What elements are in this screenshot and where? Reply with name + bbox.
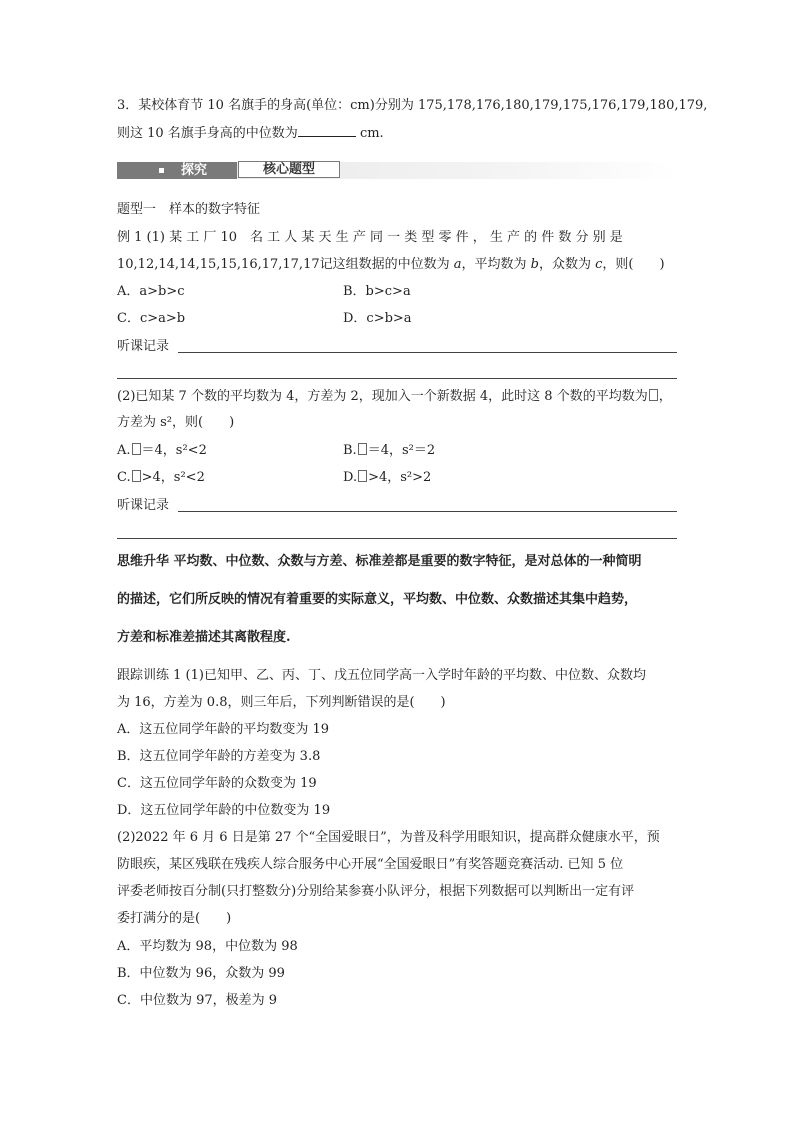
answer-blank[interactable]: [298, 124, 356, 137]
x-bar-icon: [132, 443, 141, 455]
section-title: 题型一 样本的数字特征: [117, 202, 261, 217]
ex1-2-listen-label: 听课记录: [117, 498, 170, 513]
ex1-2-option-a[interactable]: [117, 442, 207, 460]
ex1-line2: [117, 256, 665, 274]
ex1-2-option-d[interactable]: [343, 469, 431, 487]
option-letter: A.: [117, 443, 131, 458]
track2-line3: 评委老师按百分制(只打整数分)分别给某参赛小队评分，根据下列数据可以判断出一定有评: [117, 884, 635, 899]
ex1-listen-label: 听课记录: [117, 339, 170, 354]
track2-line4: 委打满分的是( ): [117, 911, 232, 926]
ex1-option-b[interactable]: B．b>c>a: [343, 284, 411, 299]
x-bar-icon: [358, 470, 367, 482]
track1-option-c[interactable]: C．这五位同学年龄的众数变为 19: [117, 776, 317, 791]
notes-line[interactable]: [117, 538, 677, 539]
think-line2: 的描述，它们所反映的情况有着重要的实际意义，平均数、中位数、众数描述其集中趋势，: [117, 592, 638, 607]
x-bar-icon: [132, 470, 141, 482]
track2-line1: (2)2022 年 6 月 6 日是第 27 个“全国爱眼日”，为普及科学用眼知识，提高群众健康水平，预: [117, 830, 660, 845]
ex1-2-line2: 方差为 s²，则( ): [117, 415, 235, 430]
ex1-line1: 例 1 (1) 某 工 厂 10 名 工 人 某 天 生 产 同 一 类 型 零 件 ， 生 产 的 件 数 分 别 是: [117, 230, 623, 245]
x-bar-icon: [649, 389, 658, 401]
q3-line1: 3．某校体育节 10 名旗手的身高(单位：cm)分别为 175,178,176,180,179,175,176,179,180,179,: [117, 98, 708, 113]
ex1-line2-d: ，则( ): [602, 257, 665, 272]
think-line3: 方差和标准差描述其离散程度.: [117, 630, 291, 645]
square-bullet-icon: [159, 168, 164, 173]
track1-line2: 为 16，方差为 0.8，则三年后，下列判断错误的是( ): [117, 695, 446, 710]
option-text: ＝4，s²＝2: [367, 443, 436, 458]
track1-option-a[interactable]: A．这五位同学年龄的平均数变为 19: [117, 722, 330, 737]
q3-line2-text: 则这 10 名旗手身高的中位数为: [117, 126, 298, 141]
track2-option-b[interactable]: B．中位数为 96，众数为 99: [117, 966, 285, 981]
var-a: a: [453, 257, 462, 272]
notes-line[interactable]: [178, 352, 677, 353]
ex1-2-line1-text: (2)已知某 7 个数的平均数为 4，方差为 2，现加入一个新数据 4，此时这 8 个数的平均数为: [117, 389, 648, 404]
track2-line2: 防眼疾，某区残联在残疾人综合服务中心开展“全国爱眼日”有奖答题竞赛活动. 已知 5 位: [117, 857, 624, 872]
banner-tag-explore-label: 探究: [181, 163, 208, 178]
ex1-line2-b: ，平均数为: [461, 257, 531, 272]
q3-line2: [117, 124, 384, 143]
ex1-2-option-b[interactable]: [343, 442, 435, 460]
ex1-option-d[interactable]: D．c>b>a: [343, 311, 412, 326]
track2-option-a[interactable]: A．平均数为 98，中位数为 98: [117, 939, 298, 954]
ex1-option-c[interactable]: C．c>a>b: [117, 311, 186, 326]
track1-option-d[interactable]: D．这五位同学年龄的中位数变为 19: [117, 803, 331, 818]
ex1-line2-a: 10,12,14,14,15,15,16,17,17,17记这组数据的中位数为: [117, 257, 454, 272]
q3-unit: cm.: [355, 126, 384, 141]
option-text: >4，s²<2: [141, 470, 205, 485]
option-letter: C.: [117, 470, 131, 485]
notes-line[interactable]: [178, 511, 677, 512]
banner-tag-explore: [117, 162, 237, 179]
option-text: ＝4，s²<2: [141, 443, 207, 458]
track2-option-c[interactable]: C．中位数为 97，极差为 9: [117, 993, 278, 1008]
ex1-2-line1: (2)已知某 7 个数的平均数为 4，方差为 2，现加入一个新数据 4，此时这 8 个数的平均数为 ，: [117, 389, 672, 404]
track1-line1: 跟踪训练 1 (1)已知甲、乙、丙、丁、戊五位同学高一入学时年龄的平均数、中位数、众数均: [117, 668, 646, 683]
track1-option-b[interactable]: B．这五位同学年龄的方差变为 3.8: [117, 749, 321, 764]
x-bar-icon: [358, 443, 367, 455]
section-banner: [117, 160, 677, 182]
ex1-2-option-c[interactable]: [117, 469, 205, 487]
notes-line[interactable]: [117, 378, 677, 379]
option-text: >4，s²>2: [368, 470, 432, 485]
option-letter: D.: [343, 470, 358, 485]
banner-tag-core: 核心题型: [238, 161, 340, 178]
var-c: c: [595, 257, 603, 272]
var-b: b: [530, 257, 539, 272]
option-letter: B.: [343, 443, 357, 458]
ex1-line2-c: ，众数为: [538, 257, 596, 272]
ex1-option-a[interactable]: A．a>b>c: [117, 284, 185, 299]
think-line1: 思维升华 平均数、中位数、众数与方差、标准差都是重要的数字特征，是对总体的一种简明: [117, 554, 642, 569]
